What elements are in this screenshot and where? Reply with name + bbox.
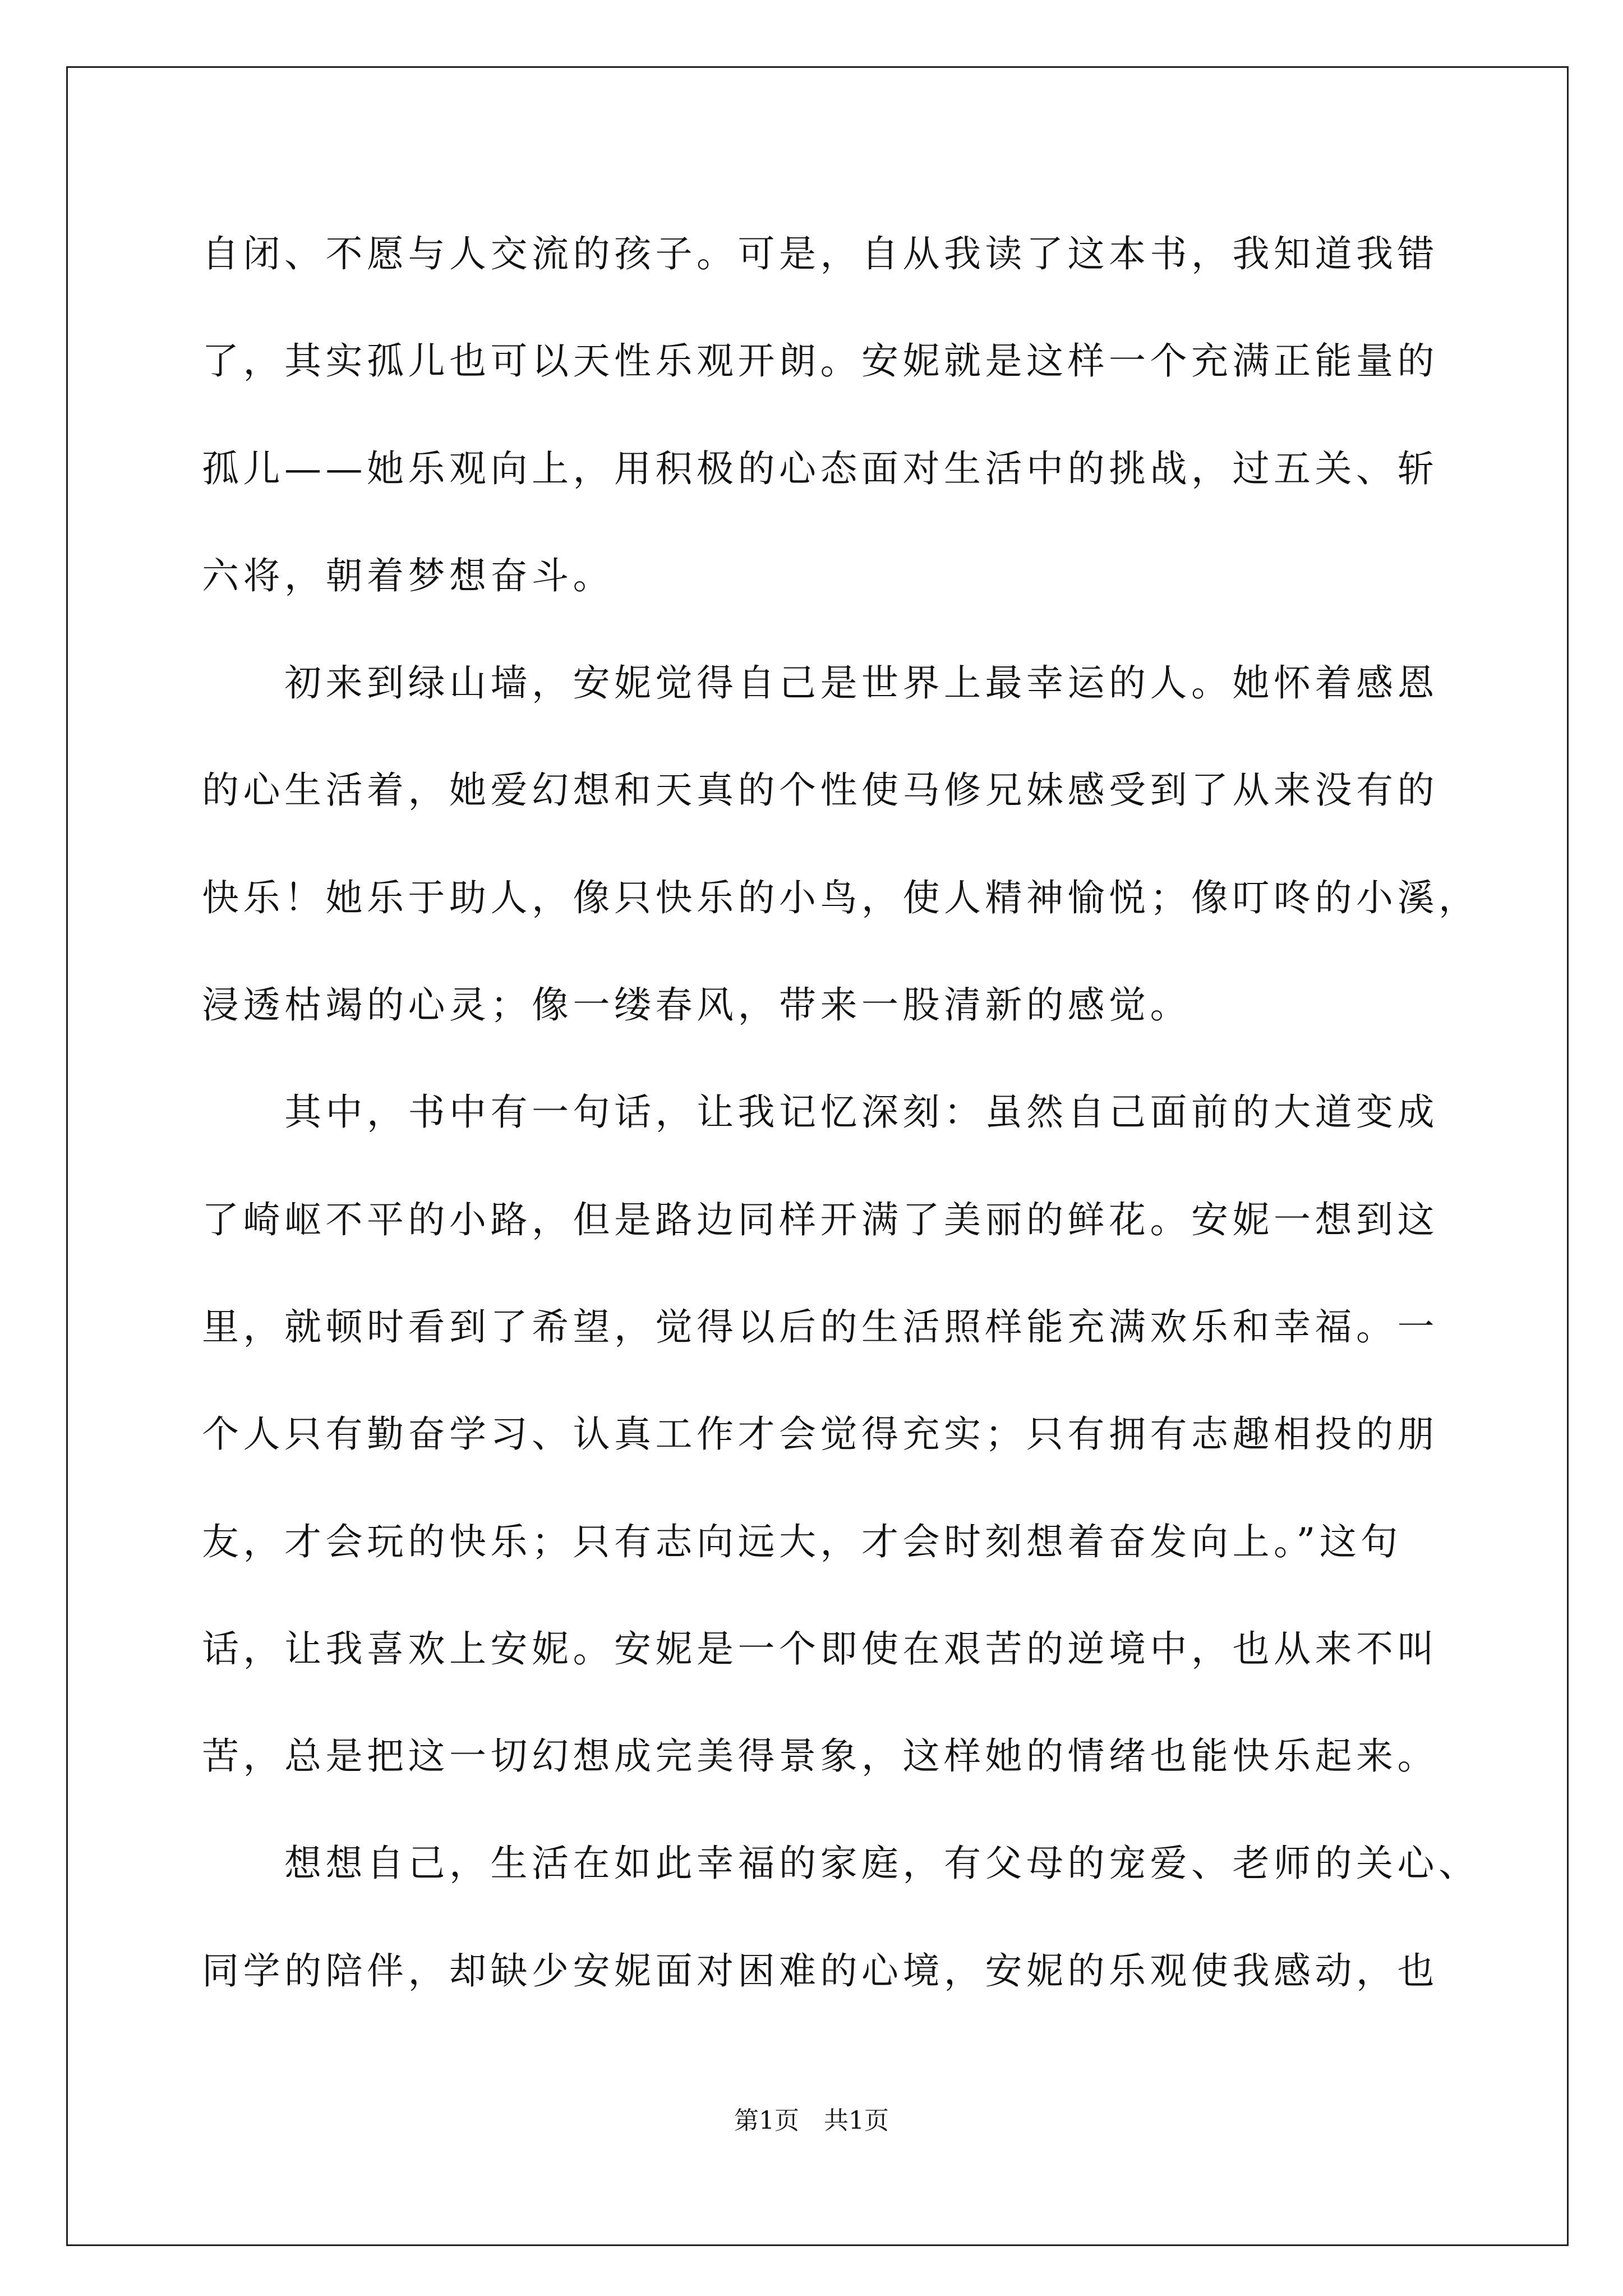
document-body [202,200,1480,2024]
text-line: 的心生活着，她爱幻想和天真的个性使马修兄妹感受到了从来没有的 [202,769,1438,812]
text-line: 自闭、不愿与人交流的孩子。可是，自从我读了这本书，我知道我错 [202,232,1438,275]
text-line: 初来到绿山墙，安妮觉得自己是世界上最幸运的人。她怀着感恩 [284,661,1438,705]
text-line: 苦，总是把这一切幻想成完美得景象，这样她的情绪也能快乐起来。 [202,1734,1438,1778]
paragraph [202,1059,1480,1810]
text-line: 其中，书中有一句话，让我记忆深刻：虽然自己面前的大道变成 [284,1091,1438,1134]
text-line: 快乐！她乐于助人，像只快乐的小鸟，使人精神愉悦；像叮咚的小溪， [202,876,1480,919]
text-line: 同学的陪伴，却缺少安妮面对困难的心境，安妮的乐观使我感动，也 [202,1949,1438,1993]
text-line: 浸透枯竭的心灵；像一缕春风，带来一股清新的感觉。 [202,983,1191,1027]
text-line: 孤儿——她乐观向上，用积极的心态面对生活中的挑战，过五关、斩 [202,447,1438,490]
paragraph [202,1810,1480,2024]
text-line: 个人只有勤奋学习、认真工作才会觉得充实；只有拥有志趣相投的朋 [202,1412,1438,1456]
page-number-footer: 第1页 共1页 [734,2106,889,2135]
text-line: 六将，朝着梦想奋斗。 [202,554,614,597]
text-line: 了，其实孤儿也可以天性乐观开朗。安妮就是这样一个充满正能量的 [202,339,1438,383]
paragraph [202,629,1480,1059]
text-line: 友，才会玩的快乐；只有志向远大，才会时刻想着奋发向上。”这句 [202,1520,1402,1563]
paragraph [202,200,1480,629]
text-line: 话，让我喜欢上安妮。安妮是一个即使在艰苦的逆境中，也从来不叫 [202,1627,1438,1671]
text-line: 想想自己，生活在如此幸福的家庭，有父母的宠爱、老师的关心、 [284,1842,1480,1885]
text-line: 了崎岖不平的小路，但是路边同样开满了美丽的鲜花。安妮一想到这 [202,1198,1438,1241]
text-line: 里，就顿时看到了希望，觉得以后的生活照样能充满欢乐和幸福。一 [202,1305,1438,1349]
